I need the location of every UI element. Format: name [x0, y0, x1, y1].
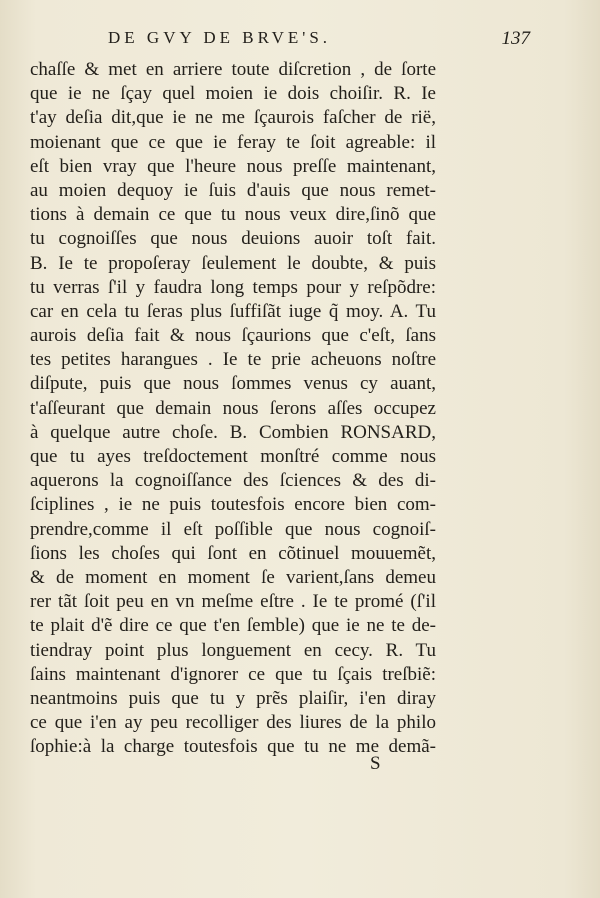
text-line: ſciplines , ie ne puis toutesfois encore bien com- [30, 494, 436, 516]
text-line: tiendray point plus longuement en cecy. R. Tu [30, 639, 436, 661]
text-line: eſt bien vray que l'heure nous preſſe maintenant, [30, 155, 436, 177]
signature-mark: S [370, 753, 381, 774]
body-text [30, 58, 436, 759]
text-line: ce que i'en ay peu recolliger des liures de la philo [30, 712, 436, 734]
text-line: ſions les choſes qui ſont en cõtinuel mouuemẽt, [30, 542, 436, 564]
text-line: B. Ie te propoſeray ſeulement le doubte, & puis [30, 252, 436, 274]
text-line: aquerons la cognoiſſance des ſciences & des di- [30, 470, 436, 492]
text-line: rer tãt ſoit peu en vn meſme eſtre . Ie te promé (ſ'il [30, 591, 436, 613]
text-line: tes petites harangues . Ie te prie acheuons noſtre [30, 349, 436, 371]
text-line: au moien dequoy ie ſuis d'auis que nous remet- [30, 179, 436, 201]
text-line: car en cela tu ſeras plus ſuffiſãt iuge q̃ moy. A. Tu [30, 300, 436, 322]
running-head [28, 28, 530, 54]
text-line: diſpute, puis que nous ſommes venus cy auant, [30, 373, 436, 395]
text-line: chaſſe & met en arriere toute diſcretion , de ſorte [30, 59, 436, 80]
text-line: à quelque autre choſe. B. Combien RONSARD, [30, 421, 436, 443]
page-number: 137 [501, 28, 530, 49]
text-line: ſophie:à la charge toutesfois que tu ne me demã- [30, 736, 436, 758]
running-title: DE GVY DE BRVE'S. [108, 28, 332, 47]
text-line: prendre,comme il eſt poſſible que nous cognoiſ- [30, 518, 436, 540]
text-line: tu cognoiſſes que nous deuions auoir toſt fait. [30, 228, 436, 250]
text-line: que ie ne ſçay quel moien ie dois choiſir. R. Ie [30, 83, 436, 105]
text-line: aurois deſia fait & nous ſçaurions que c'eſt, ſans [30, 325, 436, 347]
text-line: te plait d'ẽ dire ce que t'en ſemble) que ie ne te de- [30, 615, 436, 637]
text-line: ſains maintenant d'ignorer ce que tu ſçais treſbiẽ: [30, 663, 436, 685]
text-line: que tu ayes treſdoctement monſtré comme nous [30, 446, 436, 467]
text-line: tions à demain ce que tu nous veux dire,ſinõ que [30, 204, 436, 226]
text-line: t'ay deſia dit,que ie ne me ſçaurois faſcher de rië, [30, 107, 436, 129]
text-line: & de moment en moment ſe varient,ſans demeu [30, 566, 436, 588]
text-line: moienant que ce que ie feray te ſoit agreable: il [30, 131, 436, 153]
text-line: t'aſſeurant que demain nous ſerons aſſes occupez [30, 397, 436, 419]
text-line: neantmoins puis que tu y prẽs plaiſir, i'en diray [30, 687, 436, 709]
text-line: tu verras ſ'il y faudra long temps pour y reſpõdre: [30, 276, 436, 298]
